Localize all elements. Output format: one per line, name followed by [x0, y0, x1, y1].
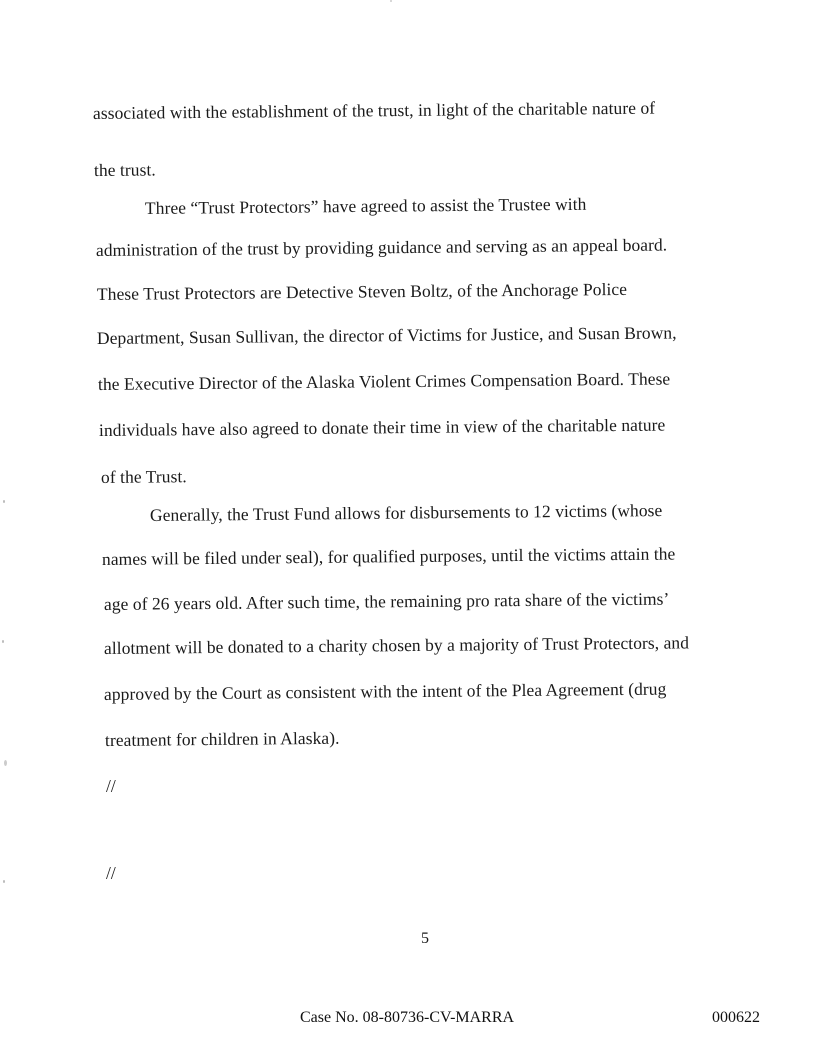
page-number: 5	[421, 930, 429, 947]
body-line-10: Generally, the Trust Fund allows for disbursements to 12 victims (whose	[149, 500, 663, 525]
body-line-9: of the Trust.	[100, 466, 187, 487]
body-line-5: These Trust Protectors are Detective Steven Boltz, of the Anchorage Police	[96, 278, 628, 304]
body-line-14: approved by the Court as consistent with the intent of the Plea Agreement (drug	[103, 678, 667, 704]
body-line-12: age of 26 years old. After such time, the remaining pro rata share of the victims’	[103, 588, 670, 614]
body-line-13: allotment will be donated to a charity chosen by a majority of Trust Protectors, and	[103, 632, 690, 658]
scan-speck	[2, 640, 4, 643]
body-line-6: Department, Susan Sullivan, the director of Victims for Justice, and Susan Brown,	[96, 322, 677, 348]
body-line-15: treatment for children in Alaska).	[104, 727, 340, 750]
body-line-7: the Executive Director of the Alaska Violent Crimes Compensation Board. These	[97, 368, 671, 394]
section-break-2: //	[106, 863, 116, 883]
bates-number: 000622	[712, 1009, 760, 1026]
scan-speck	[3, 880, 5, 883]
scan-speck	[390, 0, 392, 2]
case-number: Case No. 08-80736-CV-MARRA	[300, 1009, 515, 1026]
body-line-2: the trust.	[93, 159, 156, 180]
body-line-4: administration of the trust by providing guidance and serving as an appeal board.	[95, 234, 668, 260]
body-line-11: names will be filed under seal), for qualified purposes, until the victims attain the	[101, 543, 676, 569]
scan-speck	[4, 760, 7, 766]
section-break-1: //	[106, 776, 116, 796]
body-line-8: individuals have also agreed to donate their time in view of the charitable nature	[98, 414, 666, 440]
body-line-1: associated with the establishment of the trust, in light of the charitable nature of	[92, 97, 656, 123]
body-line-3: Three “Trust Protectors” have agreed to assist the Trustee with	[144, 193, 587, 218]
scan-speck	[3, 500, 5, 503]
